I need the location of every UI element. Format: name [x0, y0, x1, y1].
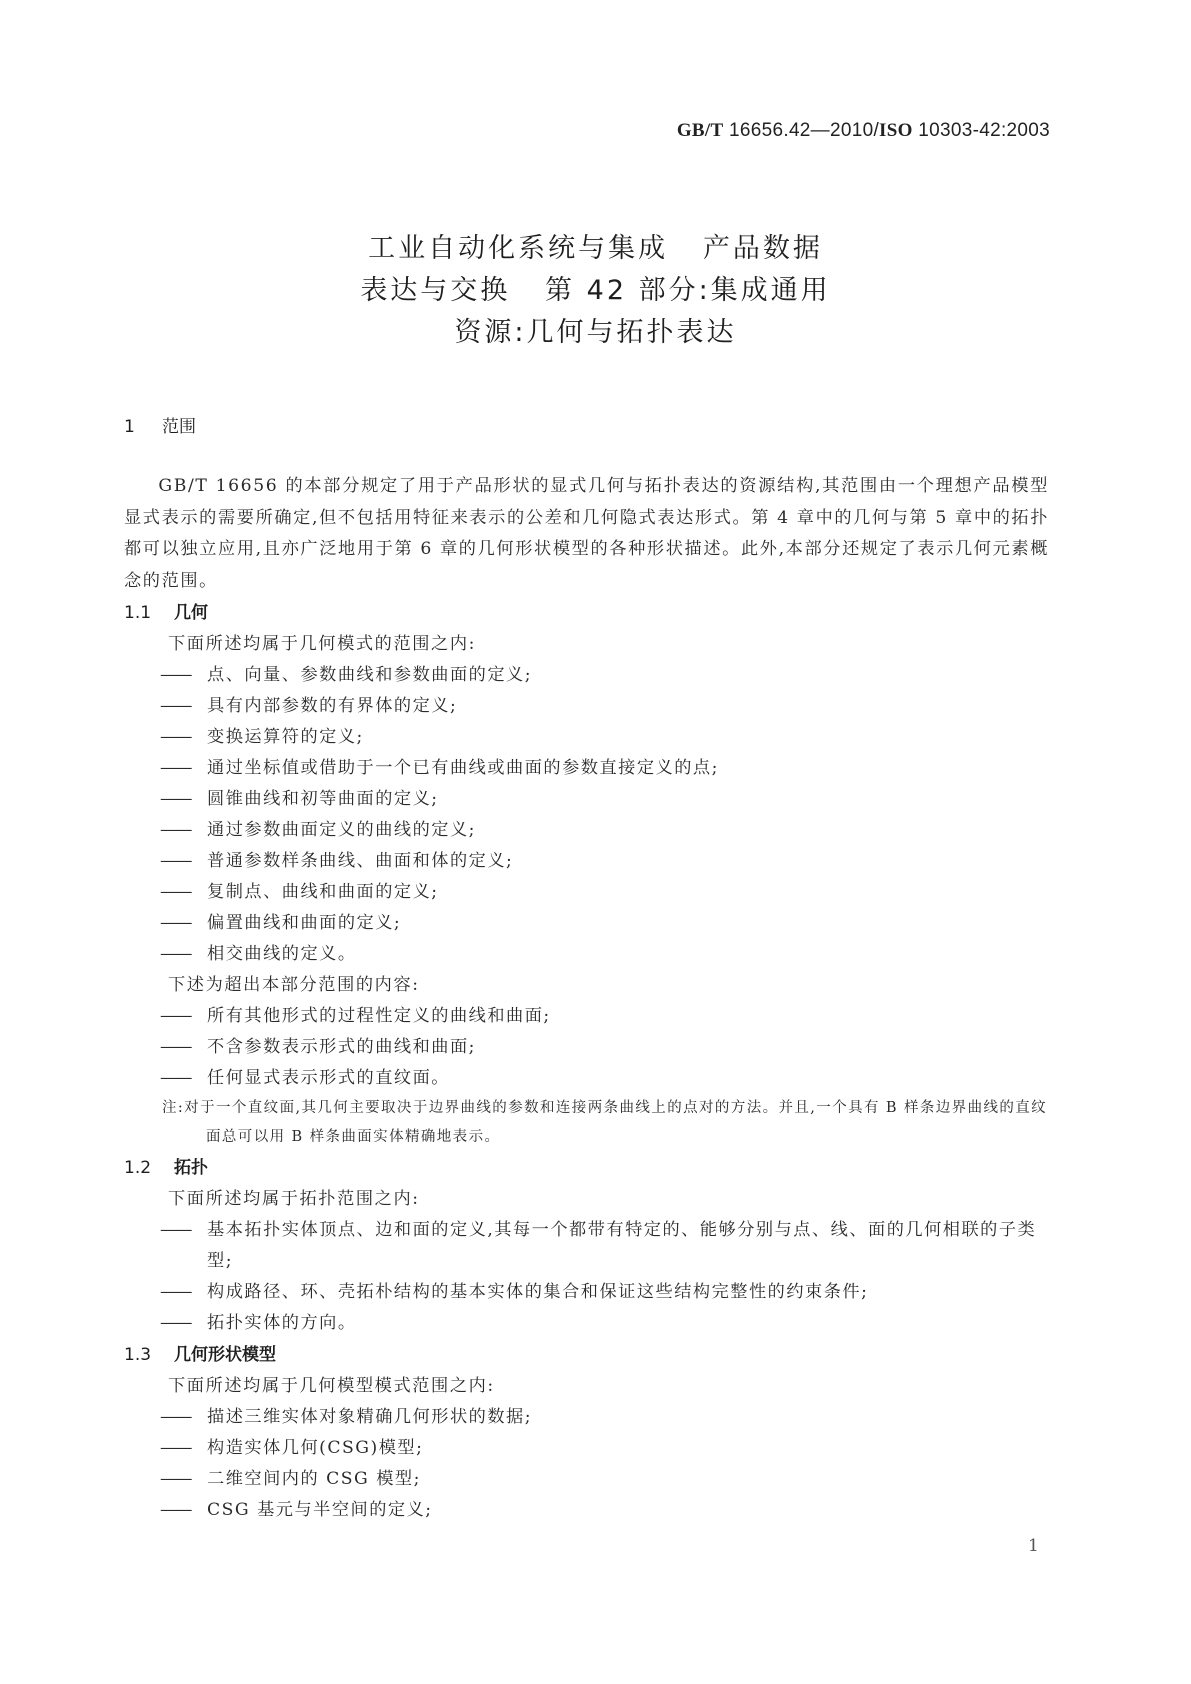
- dash-bullet: ——: [160, 1500, 191, 1520]
- list-item-text: 圆锥曲线和初等曲面的定义;: [207, 789, 439, 809]
- dash-bullet: ——: [160, 1006, 191, 1026]
- list-item-text: 通过坐标值或借助于一个已有曲线或曲面的参数直接定义的点;: [207, 758, 719, 778]
- list-intro: 下面所述均属于几何模型模式范围之内:: [168, 1376, 495, 1396]
- dash-bullet: ——: [160, 820, 191, 840]
- dash-bullet: ——: [160, 1407, 191, 1427]
- list-item: [124, 1495, 1049, 1526]
- list-intro: 下面所述均属于拓扑范围之内:: [168, 1189, 420, 1209]
- list-item-text: 任何显式表示形式的直纹面。: [207, 1068, 450, 1088]
- section-title: 范围: [162, 417, 196, 437]
- list-item: [124, 691, 1049, 722]
- subsection-title: 拓扑: [174, 1158, 208, 1178]
- dash-bullet: ——: [160, 665, 191, 685]
- list-item-text: 复制点、曲线和曲面的定义;: [207, 882, 439, 902]
- list-item: [124, 815, 1049, 846]
- list-item-text: 构成路径、环、壳拓朴结构的基本实体的集合和保证这些结构完整性的约束条件;: [207, 1282, 869, 1302]
- list-item-text: 基本拓扑实体顶点、边和面的定义,其每一个都带有特定的、能够分别与点、线、面的几何相联的子类型;: [207, 1220, 1037, 1271]
- list-intro: 下述为超出本部分范围的内容:: [168, 975, 420, 995]
- list-item-text: 变换运算符的定义;: [207, 727, 364, 747]
- list-item-text: 二维空间内的 CSG 模型;: [207, 1469, 421, 1489]
- list-item: [124, 939, 1049, 970]
- standard-code-gb-number: 16656.42—2010/: [723, 120, 880, 141]
- dash-bullet: ——: [160, 1282, 191, 1302]
- document-body: [124, 413, 1049, 1526]
- dash-bullet: ——: [160, 851, 191, 871]
- list-item: [124, 908, 1049, 939]
- list-item: [124, 784, 1049, 815]
- subsection-heading: [124, 1339, 1049, 1371]
- dash-bullet: ——: [160, 758, 191, 778]
- list-item: [124, 1464, 1049, 1495]
- list-item-text: 构造实体几何(CSG)模型;: [207, 1438, 424, 1458]
- dash-bullet: ——: [160, 727, 191, 747]
- list-item: [124, 1063, 1049, 1094]
- title-line: 资源:几何与拓扑表达: [454, 317, 737, 348]
- list-item-text: 具有内部参数的有界体的定义;: [207, 696, 458, 716]
- subsection-number: 1.1: [124, 603, 152, 623]
- dash-bullet: ——: [160, 1037, 191, 1057]
- subsection-number: 1.3: [124, 1345, 152, 1365]
- list-item-text: 点、向量、参数曲线和参数曲面的定义;: [207, 665, 532, 685]
- subsection-title: 几何形状模型: [174, 1345, 276, 1365]
- standard-code-iso-number: 10303-42:2003: [912, 120, 1050, 141]
- section-heading: [124, 413, 1049, 441]
- list-item: [124, 753, 1049, 784]
- subsection-number: 1.2: [124, 1158, 152, 1178]
- list-item-text: 不含参数表示形式的曲线和曲面;: [207, 1037, 476, 1057]
- standard-code-iso: ISO: [879, 120, 913, 141]
- list-item-text: 通过参数曲面定义的曲线的定义;: [207, 820, 476, 840]
- list-item: [124, 722, 1049, 753]
- list-item: [124, 660, 1049, 691]
- list-item-text: CSG 基元与半空间的定义;: [207, 1500, 433, 1520]
- page-number: 1: [1028, 1536, 1039, 1556]
- list-item: [124, 877, 1049, 908]
- list-item: [124, 1277, 1049, 1308]
- list-item: [124, 1032, 1049, 1063]
- dash-bullet: ——: [160, 1220, 191, 1240]
- list-item: [124, 1402, 1049, 1433]
- dash-bullet: ——: [160, 1068, 191, 1088]
- title-line: 表达与交换 第 42 部分:集成通用: [360, 275, 831, 306]
- list-item-text: 所有其他形式的过程性定义的曲线和曲面;: [207, 1006, 551, 1026]
- list-intro: 下面所述均属于几何模式的范围之内:: [168, 634, 476, 654]
- dash-bullet: ——: [160, 789, 191, 809]
- list-item: [124, 1308, 1049, 1339]
- dash-bullet: ——: [160, 1313, 191, 1333]
- dash-bullet: ——: [160, 1469, 191, 1489]
- standard-code: [677, 120, 1050, 142]
- dash-bullet: ——: [160, 882, 191, 902]
- dash-bullet: ——: [160, 1438, 191, 1458]
- title-line: 工业自动化系统与集成 产品数据: [368, 233, 823, 264]
- document-title: [0, 228, 1191, 354]
- subsection-heading: [124, 597, 1049, 629]
- list-item-text: 偏置曲线和曲面的定义;: [207, 913, 402, 933]
- list-item: [124, 1001, 1049, 1032]
- subsection-title: 几何: [174, 603, 208, 623]
- list-item-text: 描述三维实体对象精确几何形状的数据;: [207, 1407, 532, 1427]
- standard-code-gb: GB/T: [676, 120, 724, 141]
- scope-paragraph: GB/T 16656 的本部分规定了用于产品形状的显式几何与拓扑表达的资源结构,其范围由一个理想产品模型显式表示的需要所确定,但不包括用特征来表示的公差和几何隐式表达形式。第 4 章中的几何与第 5 章中的拓扑都可以独立应用,且亦广泛地用于第 6 章的几何形状模型的各种形状描述。此外,本部分还规定了表示几何元素概念的范围。: [124, 476, 1049, 591]
- dash-bullet: ——: [160, 913, 191, 933]
- note: 注:对于一个直纹面,其几何主要取决于边界曲线的参数和连接两条曲线上的点对的方法。并且,一个具有 B 样条边界曲线的直纹面总可以用 B 样条曲面实体精确地表示。: [162, 1100, 1048, 1145]
- dash-bullet: ——: [160, 944, 191, 964]
- dash-bullet: ——: [160, 696, 191, 716]
- list-item: [124, 1215, 1049, 1277]
- list-item: [124, 1433, 1049, 1464]
- list-item-text: 拓扑实体的方向。: [207, 1313, 357, 1333]
- subsection-heading: [124, 1152, 1049, 1184]
- list-item-text: 普通参数样条曲线、曲面和体的定义;: [207, 851, 514, 871]
- list-item-text: 相交曲线的定义。: [207, 944, 357, 964]
- section-number: 1: [124, 417, 135, 437]
- list-item: [124, 846, 1049, 877]
